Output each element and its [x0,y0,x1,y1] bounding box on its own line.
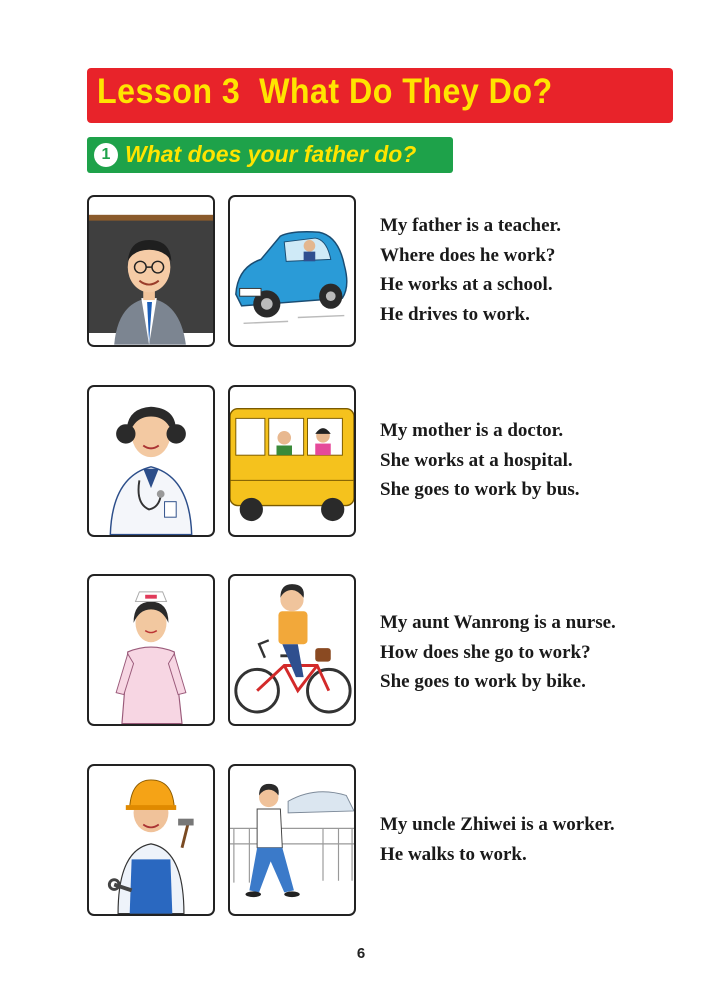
bus-illustration [228,385,356,537]
sentence: My aunt Wanrong is a nurse. [380,612,616,633]
row-2-text [380,416,580,505]
row-4-text [380,810,615,869]
lesson-title: Lesson 3 What Do They Do? [97,72,553,111]
row-3-text [380,608,616,697]
worker-illustration [87,764,215,916]
page-number: 6 [356,945,366,962]
lesson-title-bar [87,68,673,123]
walking-illustration [228,764,356,916]
sentence: My father is a teacher. [380,215,561,236]
sentence: She goes to work by bike. [380,671,586,692]
teacher-illustration [87,195,215,347]
sentence: She works at a hospital. [380,449,573,471]
sentence: My mother is a doctor. [380,420,564,441]
car-illustration [228,195,356,347]
sentence: She goes to work by bus. [380,479,580,500]
sentence: He works at a school. [380,274,553,295]
sentence: He walks to work. [380,843,527,865]
bike-illustration [228,574,356,726]
sentence: He drives to work. [380,303,530,325]
sentence: Where does he work? [380,244,556,266]
section-number-badge: 1 [94,143,118,167]
section-heading: What does your father do? [125,141,417,167]
row-1-text [380,211,561,329]
doctor-illustration [87,385,215,537]
section-heading-bar [87,137,453,173]
nurse-illustration [87,574,215,726]
sentence: How does she go to work? [380,641,591,663]
sentence: My uncle Zhiwei is a worker. [380,814,615,835]
